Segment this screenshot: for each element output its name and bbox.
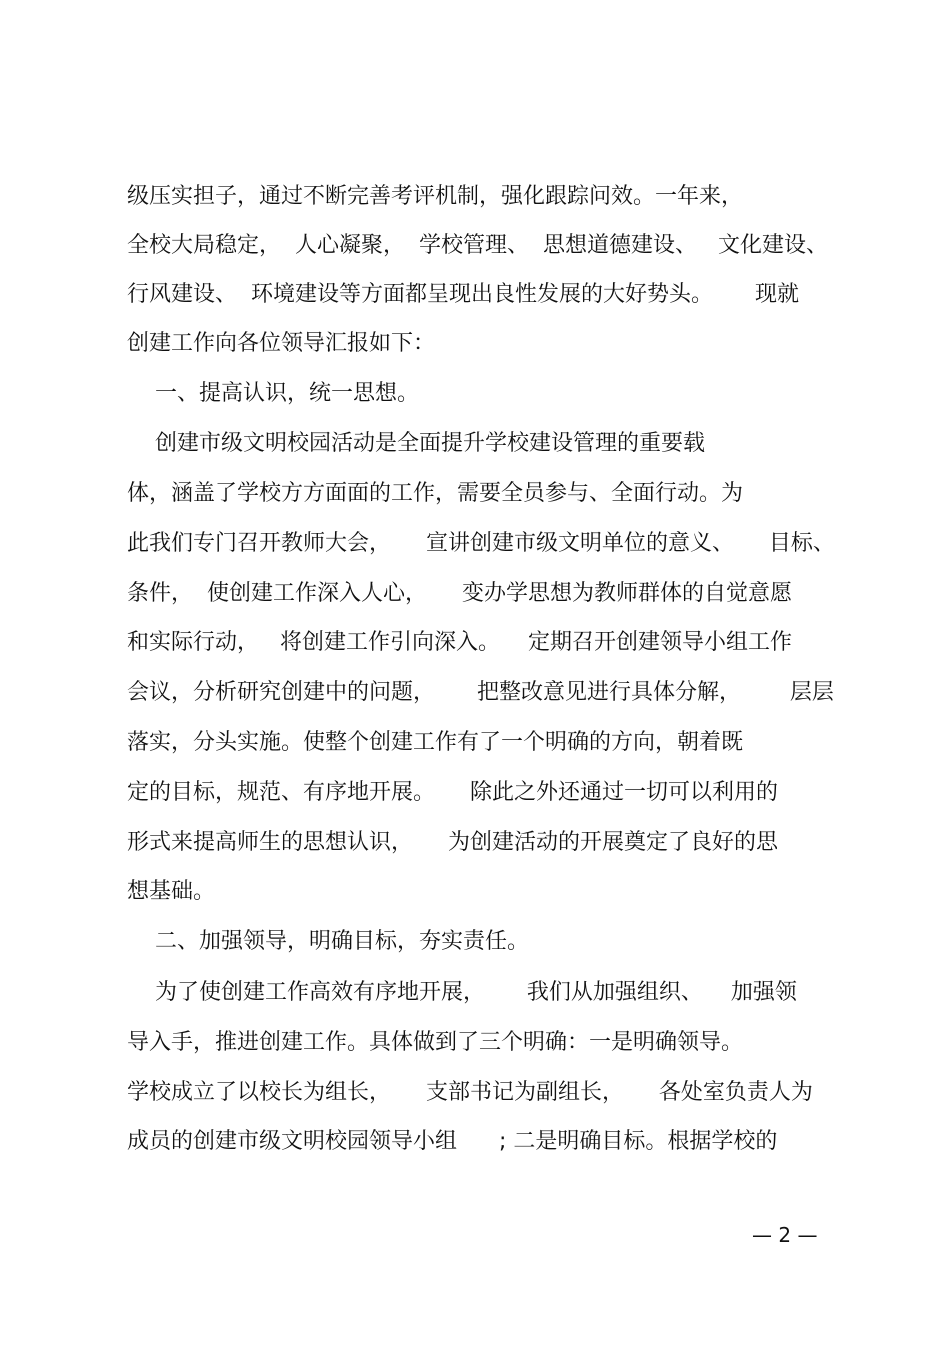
text-line: 定的目标，规范、有序地开展。 除此之外还通过一切可以利用的: [127, 780, 778, 805]
text-line: 条件， 使创建工作深入人心， 变办学思想为教师群体的自觉意愿: [127, 581, 792, 606]
text-line: 和实际行动， 将创建工作引向深入。 定期召开创建领导小组工作: [127, 630, 792, 655]
text-line: 体，涵盖了学校方方面面的工作，需要全员参与、全面行动。为: [127, 481, 744, 506]
text-line: 形式来提高师生的思想认识， 为创建活动的开展奠定了良好的思: [127, 830, 778, 855]
text-line: 导入手，推进创建工作。具体做到了三个明确：一是明确领导。: [127, 1030, 744, 1055]
section-heading: 二、加强领导，明确目标，夯实责任。: [127, 929, 529, 954]
text-line: 此我们专门召开教师大会， 宣讲创建市级文明单位的意义、 目标、: [127, 531, 835, 556]
section-heading: 一、提高认识，统一思想。: [127, 381, 419, 406]
text-line: 落实，分头实施。使整个创建工作有了一个明确的方向，朝着既: [127, 730, 744, 755]
text-line: 为了使创建工作高效有序地开展， 我们从加强组织、 加强领: [127, 980, 797, 1005]
text-line: 学校成立了以校长为组长， 支部书记为副组长， 各处室负责人为: [127, 1080, 813, 1105]
text-line: 创建工作向各位领导汇报如下：: [127, 331, 436, 356]
text-line: 级压实担子，通过不断完善考评机制，强化跟踪问效。一年来，: [127, 184, 744, 209]
page-number: — 2 —: [752, 1223, 818, 1247]
text-line: 想基础。: [127, 879, 216, 904]
text-line: 成员的创建市级文明校园领导小组 ; 二是明确目标。根据学校的: [127, 1129, 778, 1154]
text-line: 行风建设、 环境建设等方面都呈现出良性发展的大好势头。 现就: [127, 282, 799, 307]
text-line: 全校大局稳定， 人心凝聚， 学校管理、 思想道德建设、 文化建设、: [127, 233, 828, 258]
text-line: 创建市级文明校园活动是全面提升学校建设管理的重要载: [127, 431, 705, 456]
text-line: 会议，分析研究创建中的问题， 把整改意见进行具体分解， 层层: [127, 680, 834, 705]
